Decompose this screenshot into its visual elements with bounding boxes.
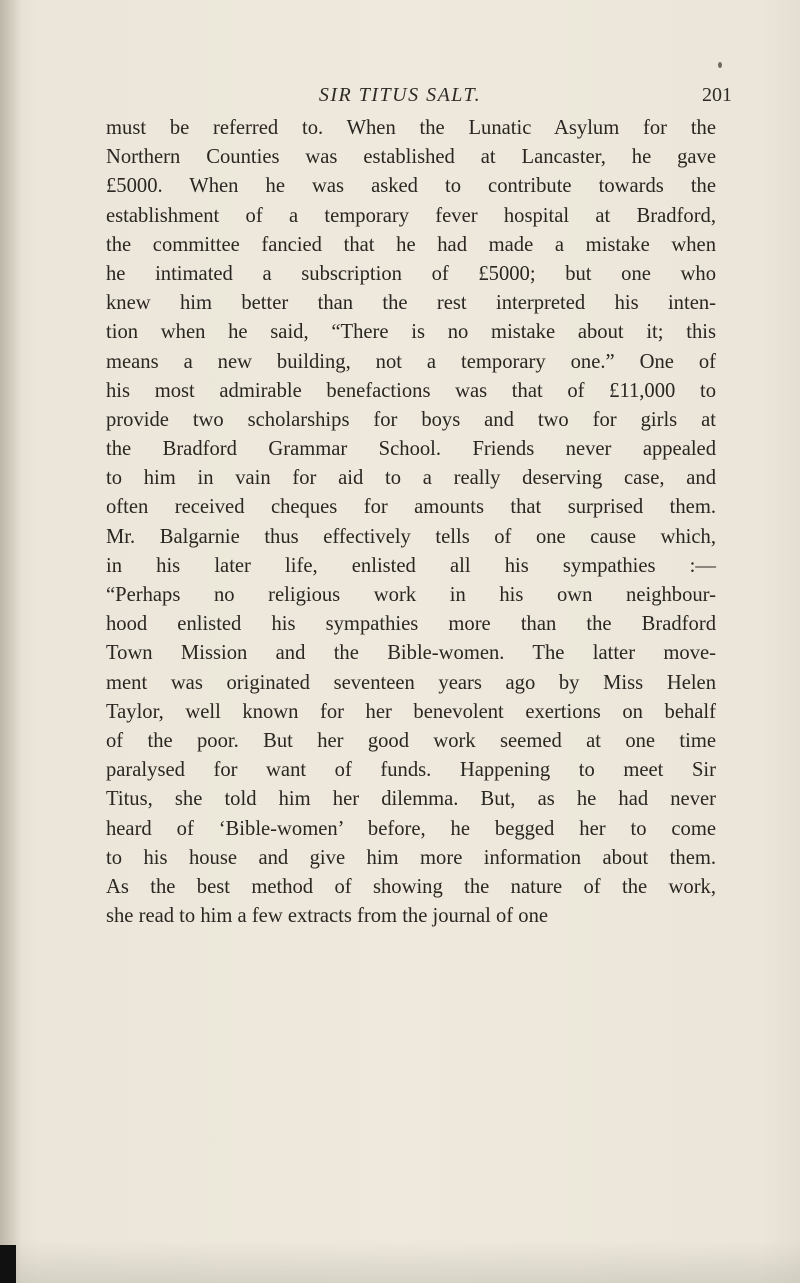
text-line: the Bradford Grammar School. Friends never appealed bbox=[106, 438, 716, 461]
text-line: of the poor. But her good work seemed at one time bbox=[106, 729, 716, 752]
page-number: 201 bbox=[702, 84, 732, 106]
running-head bbox=[0, 84, 800, 114]
text-line: ment was originated seventeen years ago by Miss Helen bbox=[106, 671, 716, 694]
scan-corner-mark bbox=[0, 1245, 16, 1283]
text-line: he intimated a subscription of £5000; but one who bbox=[106, 262, 716, 285]
text-line: she read to him a few extracts from the journal of one bbox=[106, 905, 549, 928]
text-line: to his house and give him more information about them. bbox=[106, 846, 716, 869]
text-line: “Perhaps no religious work in his own neighbour- bbox=[106, 584, 716, 606]
text-line: As the best method of showing the nature of the work, bbox=[106, 875, 716, 898]
text-line: Taylor, well known for her benevolent exertions on behalf bbox=[106, 700, 716, 723]
text-line: provide two scholarships for boys and two for girls at bbox=[106, 408, 716, 431]
text-line: Titus, she told him her dilemma. But, as he had never bbox=[106, 788, 716, 811]
text-line: knew him better than the rest interpreted his inten- bbox=[106, 292, 716, 315]
text-line: £5000. When he was asked to contribute towards the bbox=[106, 175, 716, 198]
text-line: Northern Counties was established at Lancaster, he gave bbox=[106, 146, 716, 169]
text-line: tion when he said, “There is no mistake about it; this bbox=[106, 321, 716, 344]
text-line: heard of ‘Bible-women’ before, he begged her to come bbox=[106, 817, 716, 840]
text-line: paralysed for want of funds. Happening to meet Sir bbox=[106, 759, 716, 782]
text-line: Town Mission and the Bible-women. The latter move- bbox=[106, 642, 716, 665]
text-line: must be referred to. When the Lunatic Asylum for the bbox=[106, 117, 716, 139]
text-line: hood enlisted his sympathies more than the Bradford bbox=[106, 613, 716, 636]
text-line: the committee fancied that he had made a mistake when bbox=[106, 233, 716, 256]
text-line: often received cheques for amounts that surprised them. bbox=[106, 496, 716, 519]
body-text bbox=[106, 114, 716, 931]
text-line: Mr. Balgarnie thus effectively tells of one cause which, bbox=[106, 525, 716, 548]
text-line: means a new building, not a temporary one.” One of bbox=[106, 350, 716, 373]
page-bottom-shade bbox=[0, 1240, 800, 1283]
text-line: his most admirable benefactions was that of £11,000 to bbox=[106, 379, 716, 402]
text-line: to him in vain for aid to a really deserving case, and bbox=[106, 467, 716, 490]
binding-shadow bbox=[0, 0, 22, 1283]
text-line: in his later life, enlisted all his sympathies :— bbox=[106, 554, 716, 577]
ink-speck bbox=[718, 62, 722, 68]
running-title: SIR TITUS SALT. bbox=[318, 84, 482, 106]
text-line: establishment of a temporary fever hospital at Bradford, bbox=[106, 204, 716, 227]
